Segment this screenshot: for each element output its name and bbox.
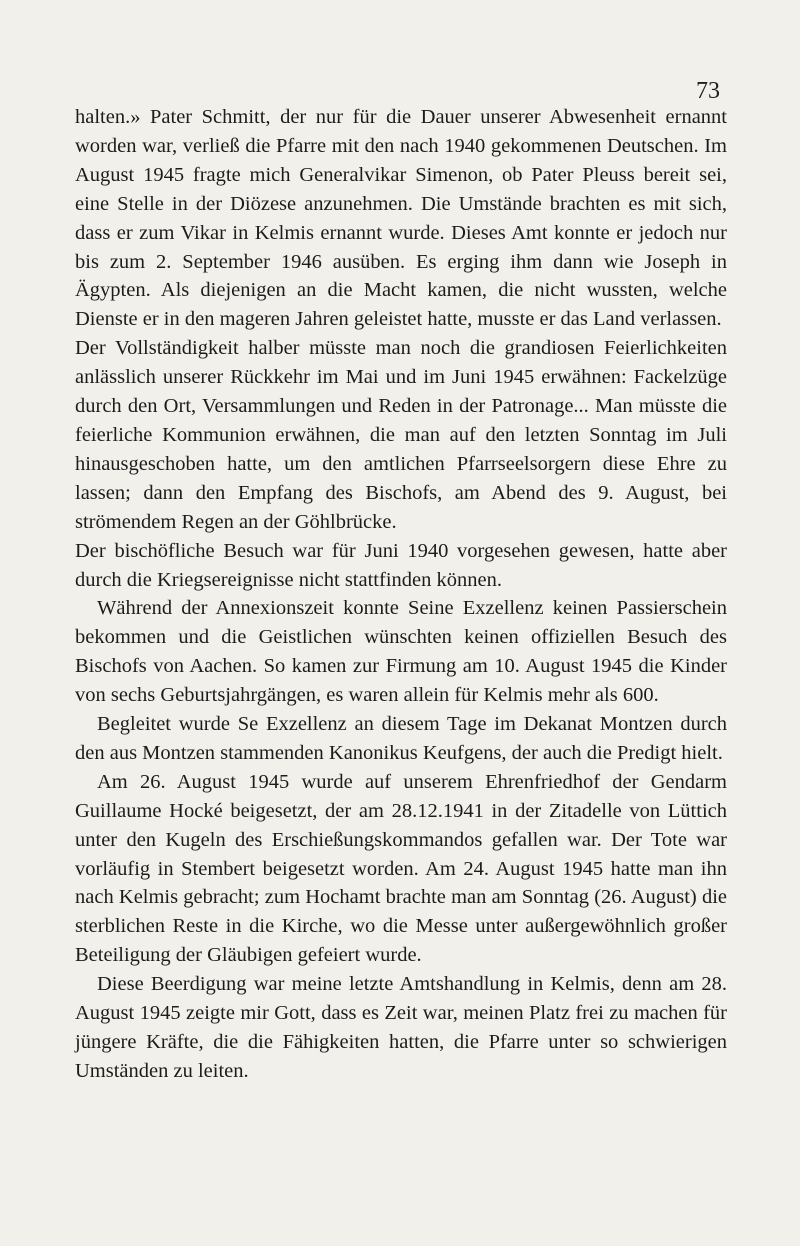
paragraph-3: Der bischöfliche Besuch war für Juni 1940 vorgesehen gewesen, hatte aber durch die Kriegsereignisse nicht stattfinden können. xyxy=(75,539,727,591)
paragraph-1: halten.» Pater Schmitt, der nur für die Dauer unserer Abwesenheit ernannt worden war, verließ die Pfarre mit den nach 1940 gekommenen Deutschen. Im August 1945 fragte mich Generalvikar Simenon, ob Pater Pleuss bereit sei, eine Stelle in der Diözese anzunehmen. Die Umstände brachten es mit sich, dass er zum Vikar in Kelmis ernannt wurde. Dieses Amt konnte er jedoch nur bis zum 2. September 1946 ausüben. Es erging ihm dann wie Joseph in Ägypten. Als diejenigen an die Macht kamen, die nicht wussten, welche Dienste er in den mageren Jahren geleistet hatte, musste er das Land verlassen. xyxy=(75,106,727,331)
body-text xyxy=(75,103,727,1086)
paragraph-2: Der Vollständigkeit halber müsste man noch die grandiosen Feierlichkeiten anlässlich unserer Rückkehr im Mai und im Juni 1945 erwähnen: Fackelzüge durch den Ort, Versammlungen und Reden in der Patronage... Man müsste die feierliche Kommunion erwähnen, die man auf den letzten Sonntag im Juli hinausgeschoben hatte, um den amtlichen Pfarrseelsorgern diese Ehre zu lassen; dann den Empfang des Bischofs, am Abend des 9. August, bei strömendem Regen an der Göhlbrücke. xyxy=(75,337,727,533)
page-number: 73 xyxy=(696,78,720,104)
paragraph-4: Während der Annexionszeit konnte Seine Exzellenz keinen Passierschein bekommen und die Geistlichen wünschten keinen offiziellen Besuch des Bischofs von Aachen. So kamen zur Firmung am 10. August 1945 die Kinder von sechs Geburtsjahrgängen, es waren allein für Kelmis mehr als 600. xyxy=(75,597,727,707)
paragraph-6: Am 26. August 1945 wurde auf unserem Ehrenfriedhof der Gendarm Guillaume Hocké beigesetzt, der am 28.12.1941 in der Zitadelle von Lüttich unter den Kugeln des Erschießungskommandos gefallen war. Der Tote war vorläufig in Stembert beigesetzt worden. Am 24. August 1945 hatte man ihn nach Kelmis gebracht; zum Hochamt brachte man am Sonntag (26. August) die sterblichen Reste in die Kirche, wo die Messe unter außergewöhnlich großer Beteiligung der Gläubigen gefeiert wurde. xyxy=(75,770,727,967)
paragraph-5: Begleitet wurde Se Exzellenz an diesem Tage im Dekanat Montzen durch den aus Montzen stammenden Kanonikus Keufgens, der auch die Predigt hielt. xyxy=(75,713,727,764)
paragraph-7: Diese Beerdigung war meine letzte Amtshandlung in Kelmis, denn am 28. August 1945 zeigte mir Gott, dass es Zeit war, meinen Platz frei zu machen für jüngere Kräfte, die die Fähigkeiten hatten, die Pfarre unter so schwierigen Umständen zu leiten. xyxy=(75,973,727,1082)
